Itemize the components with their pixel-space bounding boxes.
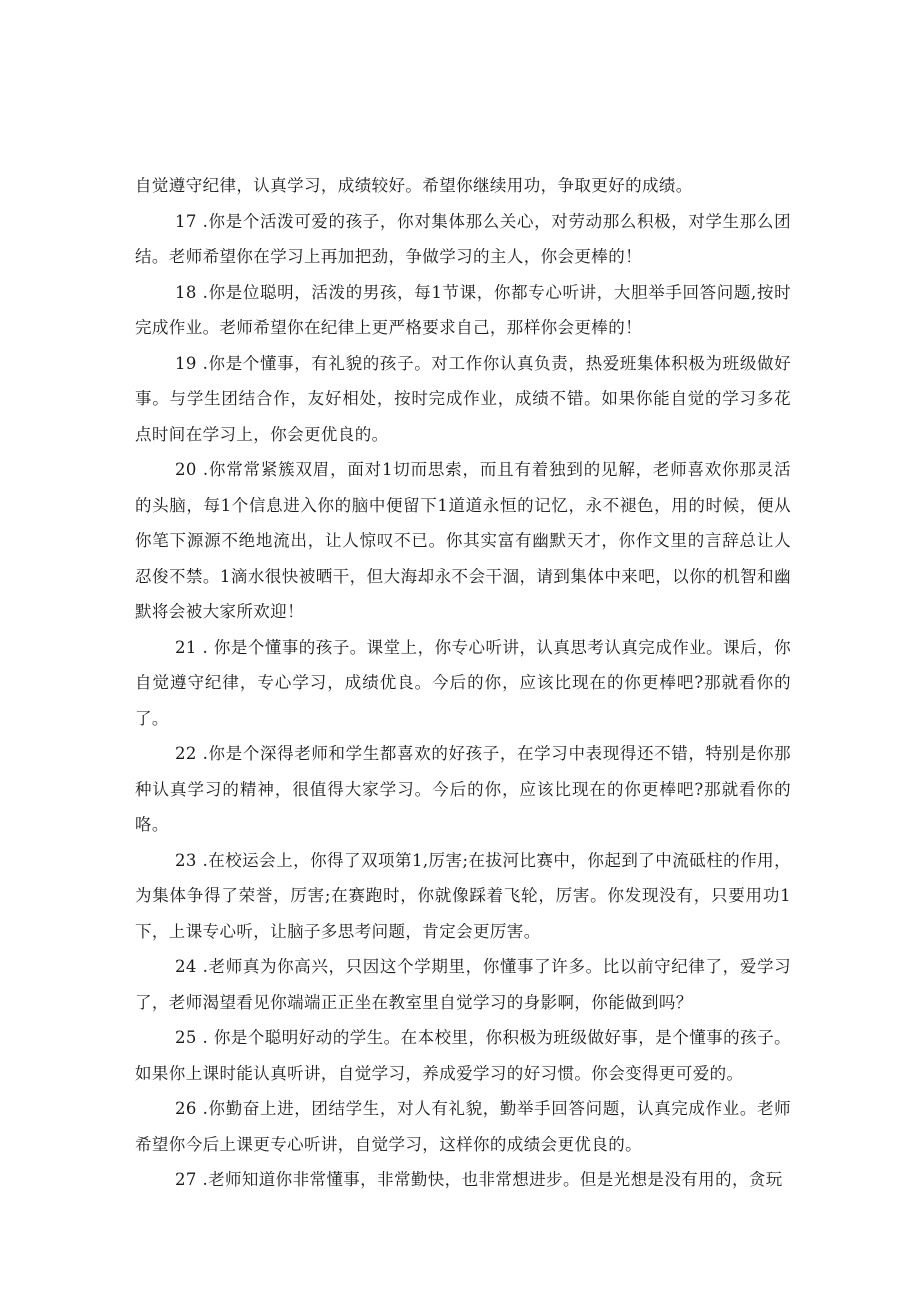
item-text: .在校运会上，你得了双项第1,厉害;在拔河比赛中，你起到了中流砥柱的作用，为集体争得了荣誉，厉害;在赛跑时，你就像踩着飞轮，厉害。你发现没有，只要用功1下，上课专心听，让脑子多思考问题，肯定会更厉害。 [135, 850, 791, 941]
item-number: 19 [175, 353, 197, 373]
list-item-25 [135, 1020, 791, 1091]
item-number: 20 [175, 460, 197, 479]
item-text: .老师真为你高兴，只因这个学期里，你懂事了许多。比以前守纪律了，爱学习了，老师渴望看见你端端正正坐在教室里自觉学习的身影啊，你能做到吗？ [135, 957, 791, 1012]
item-text: .老师知道你非常懂事，非常勤快，也非常想进步。但是光想是没有用的，贪玩 [196, 1170, 783, 1189]
continuation-paragraph: 自觉遵守纪律，认真学习，成绩较好。希望你继续用功，争取更好的成绩。 [135, 176, 693, 195]
item-number: 24 [175, 957, 197, 976]
list-item-26 [135, 1091, 791, 1162]
item-text: .你常常紧簇双眉，面对1切而思索，而且有着独到的见解，老师喜欢你那灵活的头脑，每1个信息进入你的脑中便留下1道道永恒的记忆，永不褪色，用的时候，便从你笔下源源不绝地流出，让人惊叹不已。你其实富有幽默天才，你作文里的言辞总让人忍俊不禁。1滴水很快被晒干，但大海却永不会干涸，请到集体中来吧，以你的机智和幽默将会被大家所欢迎！ [135, 460, 791, 621]
item-text: . 你是个聪明好动的学生。在本校里，你积极为班级做好事，是个懂事的孩子。如果你上课时能认真听讲，自觉学习，养成爱学习的好习惯。你会变得更可爱的。 [135, 1028, 791, 1083]
item-text: .你是个懂事，有礼貌的孩子。对工作你认真负责，热爱班集体积极为班级做好事。与学生团结合作，友好相处，按时完成作业，成绩不错。如果你能自觉的学习多花点时间在学习上，你会更优良的。 [135, 353, 791, 444]
item-number: 25 [175, 1028, 197, 1047]
list-item-27 [135, 1162, 791, 1198]
item-number: 21 [175, 637, 197, 657]
item-number: 18 [175, 282, 197, 302]
item-number: 23 [175, 850, 197, 870]
list-item-17 [135, 204, 791, 275]
list-item-20 [135, 452, 791, 630]
list-item-21 [135, 630, 791, 737]
item-number: 27 [175, 1170, 197, 1189]
item-number: 26 [175, 1099, 197, 1118]
list-item-19 [135, 346, 791, 453]
item-text: .你是个活泼可爱的孩子，你对集体那么关心，对劳动那么积极，对学生那么团结。老师希望你在学习上再加把劲，争做学习的主人，你会更棒的！ [135, 211, 791, 266]
item-text: . 你是个懂事的孩子。课堂上，你专心听讲，认真思考认真完成作业。课后，你自觉遵守纪律，专心学习，成绩优良。今后的你，应该比现在的你更棒吧?那就看你的了。 [135, 637, 791, 728]
document-body [135, 168, 791, 1198]
list-item-22 [135, 736, 791, 843]
list-item-18 [135, 275, 791, 346]
item-text: .你是位聪明，活泼的男孩，每1节课，你都专心听讲，大胆举手回答问题,按时完成作业。老师希望你在纪律上更严格要求自己，那样你会更棒的！ [135, 282, 791, 337]
list-item-24 [135, 949, 791, 1020]
item-text: .你勤奋上进，团结学生，对人有礼貌，勤举手回答问题，认真完成作业。老师希望你今后上课更专心听讲，自觉学习，这样你的成绩会更优良的。 [135, 1099, 791, 1154]
item-number: 17 [175, 211, 197, 231]
list-item-23 [135, 843, 791, 950]
item-text: .你是个深得老师和学生都喜欢的好孩子，在学习中表现得还不错，特别是你那种认真学习的精神，很值得大家学习。今后的你，应该比现在的你更棒吧?那就看你的咯。 [135, 744, 791, 834]
item-number: 22 [175, 744, 197, 763]
